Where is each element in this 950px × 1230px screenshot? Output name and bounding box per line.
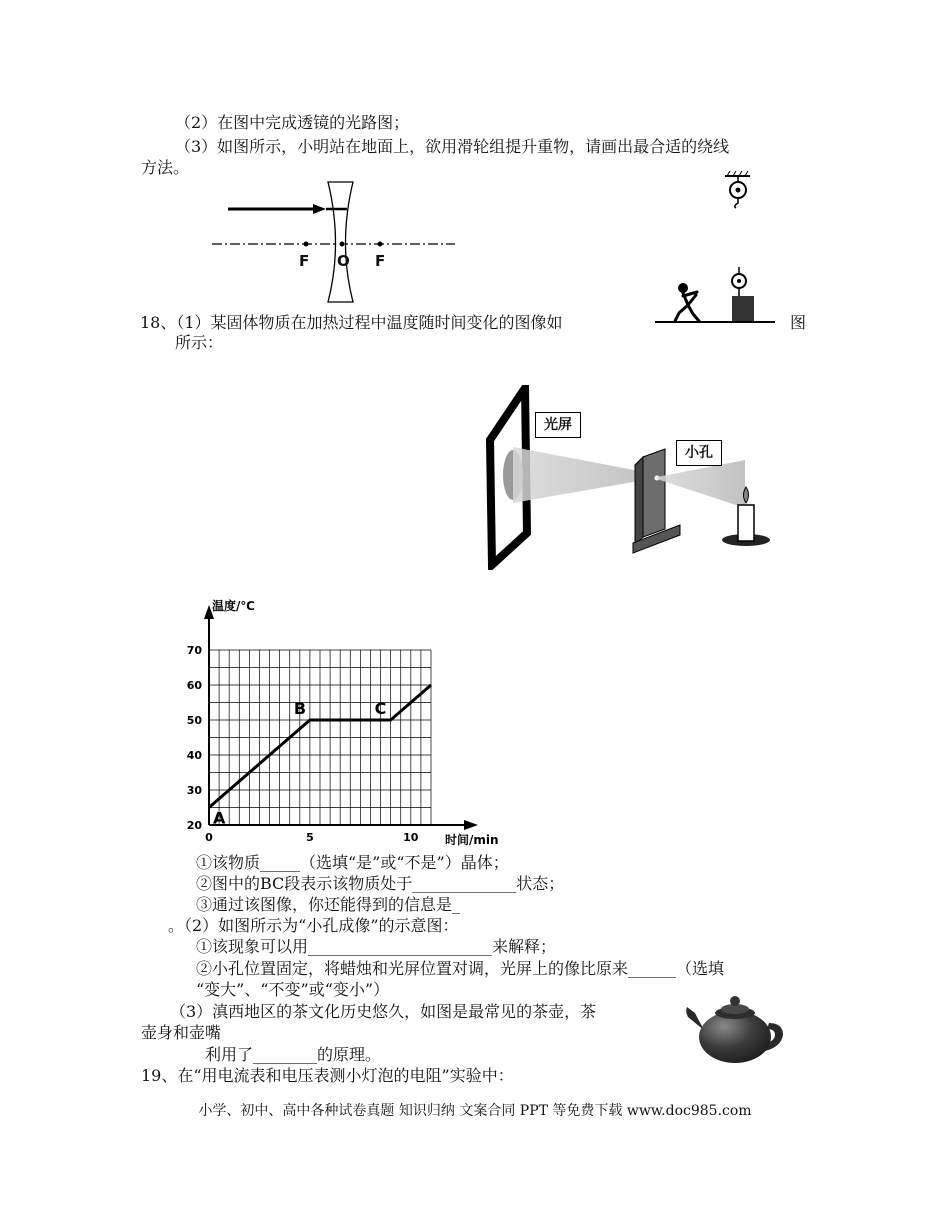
light-cone-right [657,460,745,508]
optical-center-label: O [337,252,350,270]
concave-lens-figure [210,178,460,304]
q17-3-pulley-text-cont: 方法。 [141,158,190,177]
y-axis-label: 温度/℃ [212,599,255,613]
q17-3-pulley-text: （3）如图所示，小明站在地面上，欲用滑轮组提升重物，请画出最合适的绕线 [175,137,730,156]
q18-1-item1: ①该物质_____（选填“是”或“不是”）晶体； [196,853,509,872]
q18-2-item2: ②小孔位置固定，将蜡烛和光屏位置对调，光屏上的像比原来______（选填 [196,959,725,978]
pinhole-imaging-figure [485,385,775,570]
q18-2-item1: ①该现象可以用_______________________来解释； [196,937,557,956]
point-label-c: C [374,699,387,718]
person-icon [675,283,699,321]
right-focus-label: F [375,252,386,270]
q19-text: 19、在“用电流表和电压表测小灯泡的电阻”实验中： [141,1066,514,1085]
teapot-image [683,985,788,1067]
q18-1-item2: ②图中的BC段表示该物质处于_____________状态； [196,874,565,893]
page-footer: 小学、初中、高中各种试卷真题 知识归纳 文案合同 PPT 等免费下载 www.doc985.com [198,1103,752,1119]
q18-3-text-cont: 壶身和壶嘴 [141,1023,222,1042]
y-tick-label: 40 [186,749,202,762]
x-tick-label: 0 [205,831,213,844]
pinhole-label: 小孔 [676,440,722,466]
point-label-a: A [213,808,226,828]
q18-1-item3: ③通过该图像，你还能得到的信息是_ [196,895,461,914]
y-tick-label: 30 [186,784,202,797]
x-axis-arrow-icon [464,820,478,830]
q18-2-item2-cont: “变大”、“不变”或“变小”） [196,980,390,999]
light-cone-left [513,447,650,503]
y-tick-label: 70 [186,644,202,657]
left-focus-label: F [299,252,310,270]
candle-flame-icon [744,487,749,503]
x-tick-label: 10 [403,831,419,844]
q18-1-text: 18、（1）某固体物质在加热过程中温度随时间变化的图像如 [140,313,563,332]
pinhole-board [643,449,665,537]
q18-1-text-tail: 图 [790,313,807,332]
temperature-time-chart [180,595,510,860]
x-tick-label: 5 [306,831,314,844]
q18-2-text: 。（2）如图所示为“小孔成像”的示意图： [168,916,459,935]
point-label-b: B [293,699,307,718]
y-tick-label: 50 [186,714,202,727]
teapot-knob [730,996,740,1006]
chart-axes [204,605,478,830]
chart-grid [209,650,431,825]
pinhole-board-edge [635,457,643,545]
y-tick-label: 20 [186,819,202,832]
ray-arrow-icon [313,204,326,214]
screen-label: 光屏 [535,412,581,438]
pulley-figure [655,170,785,330]
y-tick-label: 60 [186,679,202,692]
q18-3-text: （3）滇西地区的茶文化历史悠久，如图是最常见的茶壶，茶 [170,1002,597,1021]
weight-block [732,296,754,321]
q17-2-lens-text: （2）在图中完成透镜的光路图； [175,113,410,132]
x-axis-label: 时间/min [445,833,499,847]
q18-3-item: 利用了________的原理。 [205,1045,382,1064]
q18-1-text-cont: 所示： [175,333,224,352]
candle [738,505,754,541]
